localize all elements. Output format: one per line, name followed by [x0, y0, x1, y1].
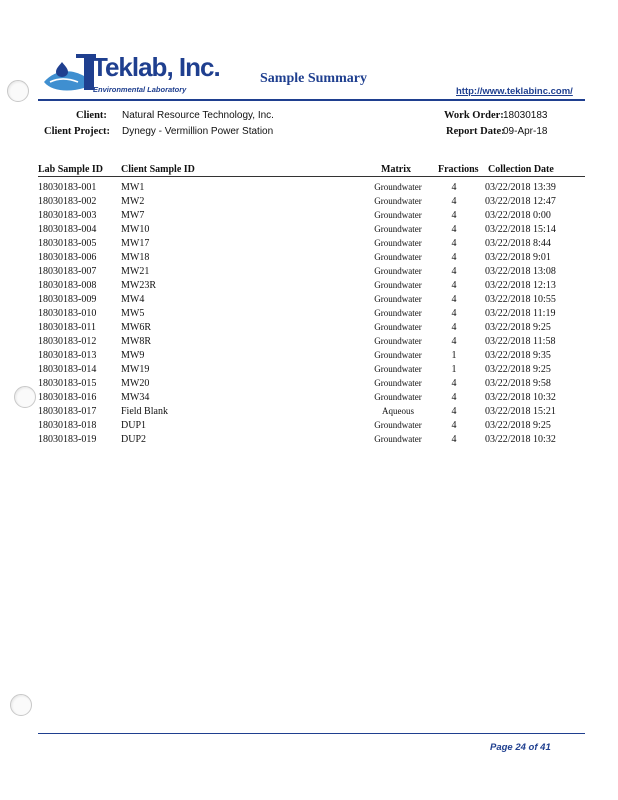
fractions-cell: 4 — [451, 280, 457, 291]
collection-date: 03/22/2018 10:55 — [485, 294, 556, 305]
client-sample-id: MW5 — [121, 308, 145, 319]
matrix-cell: Groundwater — [374, 322, 422, 332]
table-row — [0, 210, 618, 224]
table-row — [0, 252, 618, 266]
logo-wordmark: Teklab, Inc. — [92, 52, 220, 82]
table-row — [0, 308, 618, 322]
collection-date: 03/22/2018 8:44 — [485, 238, 551, 249]
client-sample-id: MW18 — [121, 252, 150, 263]
table-row — [0, 294, 618, 308]
table-row — [0, 266, 618, 280]
client-sample-id: MW4 — [121, 294, 145, 305]
collection-date: 03/22/2018 13:08 — [485, 266, 556, 277]
fractions-cell: 1 — [451, 350, 457, 361]
fractions-cell: 4 — [451, 224, 457, 235]
table-row — [0, 434, 618, 448]
column-header-collection-date: Collection Date — [488, 164, 554, 175]
client-label: Client: — [76, 110, 107, 121]
website-link[interactable]: http://www.teklabinc.com/ — [456, 86, 573, 97]
punch-hole — [7, 80, 29, 102]
report-date-value: 09-Apr-18 — [503, 126, 548, 137]
lab-sample-id: 18030183-007 — [38, 266, 97, 277]
collection-date: 03/22/2018 0:00 — [485, 210, 551, 221]
fractions-cell: 4 — [451, 294, 457, 305]
collection-date: 03/22/2018 10:32 — [485, 434, 556, 445]
client-sample-id: MW1 — [121, 182, 145, 193]
footer-divider — [38, 733, 585, 734]
matrix-cell: Groundwater — [374, 392, 422, 402]
client-sample-id: MW6R — [121, 322, 151, 333]
client-sample-id: MW21 — [121, 266, 150, 277]
matrix-cell: Groundwater — [374, 182, 422, 192]
client-sample-id: MW2 — [121, 196, 145, 207]
table-row — [0, 364, 618, 378]
collection-date: 03/22/2018 15:21 — [485, 406, 556, 417]
lab-sample-id: 18030183-010 — [38, 308, 97, 319]
lab-sample-id: 18030183-003 — [38, 210, 97, 221]
client-sample-id: DUP1 — [121, 420, 147, 431]
report-date-label: Report Date: — [446, 126, 505, 137]
client-sample-id: MW7 — [121, 210, 145, 221]
client-project-value: Dynegy - Vermillion Power Station — [122, 126, 274, 137]
column-header-fractions: Fractions — [438, 164, 479, 175]
lab-sample-id: 18030183-012 — [38, 336, 97, 347]
table-row — [0, 336, 618, 350]
matrix-cell: Groundwater — [374, 210, 422, 220]
client-sample-id: MW10 — [121, 224, 150, 235]
matrix-cell: Groundwater — [374, 224, 422, 234]
column-header-client-sample-id: Client Sample ID — [121, 164, 195, 175]
lab-sample-id: 18030183-016 — [38, 392, 97, 403]
lab-sample-id: 18030183-014 — [38, 364, 97, 375]
matrix-cell: Groundwater — [374, 434, 422, 444]
lab-sample-id: 18030183-001 — [38, 182, 97, 193]
lab-sample-id: 18030183-009 — [38, 294, 97, 305]
collection-date: 03/22/2018 10:32 — [485, 392, 556, 403]
matrix-cell: Groundwater — [374, 378, 422, 388]
fractions-cell: 4 — [451, 196, 457, 207]
collection-date: 03/22/2018 9:25 — [485, 420, 551, 431]
fractions-cell: 4 — [451, 420, 457, 431]
lab-sample-id: 18030183-005 — [38, 238, 97, 249]
fractions-cell: 4 — [451, 322, 457, 333]
matrix-cell: Groundwater — [374, 350, 422, 360]
table-row — [0, 378, 618, 392]
header-divider — [38, 99, 585, 101]
table-row — [0, 350, 618, 364]
fractions-cell: 4 — [451, 210, 457, 221]
lab-sample-id: 18030183-011 — [38, 322, 96, 333]
matrix-cell: Aqueous — [382, 406, 414, 416]
fractions-cell: 4 — [451, 434, 457, 445]
column-header-lab-sample-id: Lab Sample ID — [38, 164, 104, 175]
lab-sample-id: 18030183-018 — [38, 420, 97, 431]
fractions-cell: 1 — [451, 364, 457, 375]
lab-sample-id: 18030183-013 — [38, 350, 97, 361]
lab-sample-id: 18030183-017 — [38, 406, 97, 417]
client-sample-id: MW23R — [121, 280, 156, 291]
matrix-cell: Groundwater — [374, 196, 422, 206]
matrix-cell: Groundwater — [374, 280, 422, 290]
fractions-cell: 4 — [451, 308, 457, 319]
collection-date: 03/22/2018 9:35 — [485, 350, 551, 361]
logo-subtitle: Environmental Laboratory — [93, 85, 187, 94]
collection-date: 03/22/2018 15:14 — [485, 224, 556, 235]
fractions-cell: 4 — [451, 406, 457, 417]
work-order-label: Work Order: — [444, 110, 504, 121]
table-row — [0, 196, 618, 210]
fractions-cell: 4 — [451, 378, 457, 389]
client-sample-id: DUP2 — [121, 434, 147, 445]
table-row — [0, 392, 618, 406]
fractions-cell: 4 — [451, 252, 457, 263]
collection-date: 03/22/2018 11:58 — [485, 336, 556, 347]
table-header-divider — [38, 176, 585, 177]
table-row — [0, 322, 618, 336]
fractions-cell: 4 — [451, 182, 457, 193]
matrix-cell: Groundwater — [374, 420, 422, 430]
column-header-matrix: Matrix — [381, 164, 411, 175]
client-project-label: Client Project: — [44, 126, 110, 137]
collection-date: 03/22/2018 9:58 — [485, 378, 551, 389]
client-sample-id: MW20 — [121, 378, 150, 389]
page-title: Sample Summary — [260, 71, 367, 86]
collection-date: 03/22/2018 11:19 — [485, 308, 556, 319]
collection-date: 03/22/2018 9:01 — [485, 252, 551, 263]
matrix-cell: Groundwater — [374, 294, 422, 304]
table-row — [0, 420, 618, 434]
matrix-cell: Groundwater — [374, 252, 422, 262]
matrix-cell: Groundwater — [374, 364, 422, 374]
fractions-cell: 4 — [451, 392, 457, 403]
collection-date: 03/22/2018 13:39 — [485, 182, 556, 193]
fractions-cell: 4 — [451, 336, 457, 347]
collection-date: 03/22/2018 12:47 — [485, 196, 556, 207]
client-value: Natural Resource Technology, Inc. — [122, 110, 274, 121]
table-row — [0, 182, 618, 196]
lab-sample-id: 18030183-008 — [38, 280, 97, 291]
table-row — [0, 406, 618, 420]
table-row — [0, 238, 618, 252]
matrix-cell: Groundwater — [374, 308, 422, 318]
lab-sample-id: 18030183-002 — [38, 196, 97, 207]
lab-sample-id: 18030183-015 — [38, 378, 97, 389]
collection-date: 03/22/2018 9:25 — [485, 364, 551, 375]
client-sample-id: MW34 — [121, 392, 150, 403]
collection-date: 03/22/2018 9:25 — [485, 322, 551, 333]
work-order-value: 18030183 — [503, 110, 548, 121]
client-sample-id: MW17 — [121, 238, 150, 249]
lab-sample-id: 18030183-004 — [38, 224, 97, 235]
matrix-cell: Groundwater — [374, 266, 422, 276]
client-sample-id: MW9 — [121, 350, 145, 361]
page-number: Page 24 of 41 — [490, 742, 551, 753]
client-sample-id: MW19 — [121, 364, 150, 375]
lab-sample-id: 18030183-019 — [38, 434, 97, 445]
table-row — [0, 280, 618, 294]
punch-hole — [10, 694, 32, 716]
fractions-cell: 4 — [451, 266, 457, 277]
fractions-cell: 4 — [451, 238, 457, 249]
matrix-cell: Groundwater — [374, 336, 422, 346]
matrix-cell: Groundwater — [374, 238, 422, 248]
table-row — [0, 224, 618, 238]
client-sample-id: MW8R — [121, 336, 151, 347]
collection-date: 03/22/2018 12:13 — [485, 280, 556, 291]
lab-sample-id: 18030183-006 — [38, 252, 97, 263]
client-sample-id: Field Blank — [121, 406, 168, 417]
